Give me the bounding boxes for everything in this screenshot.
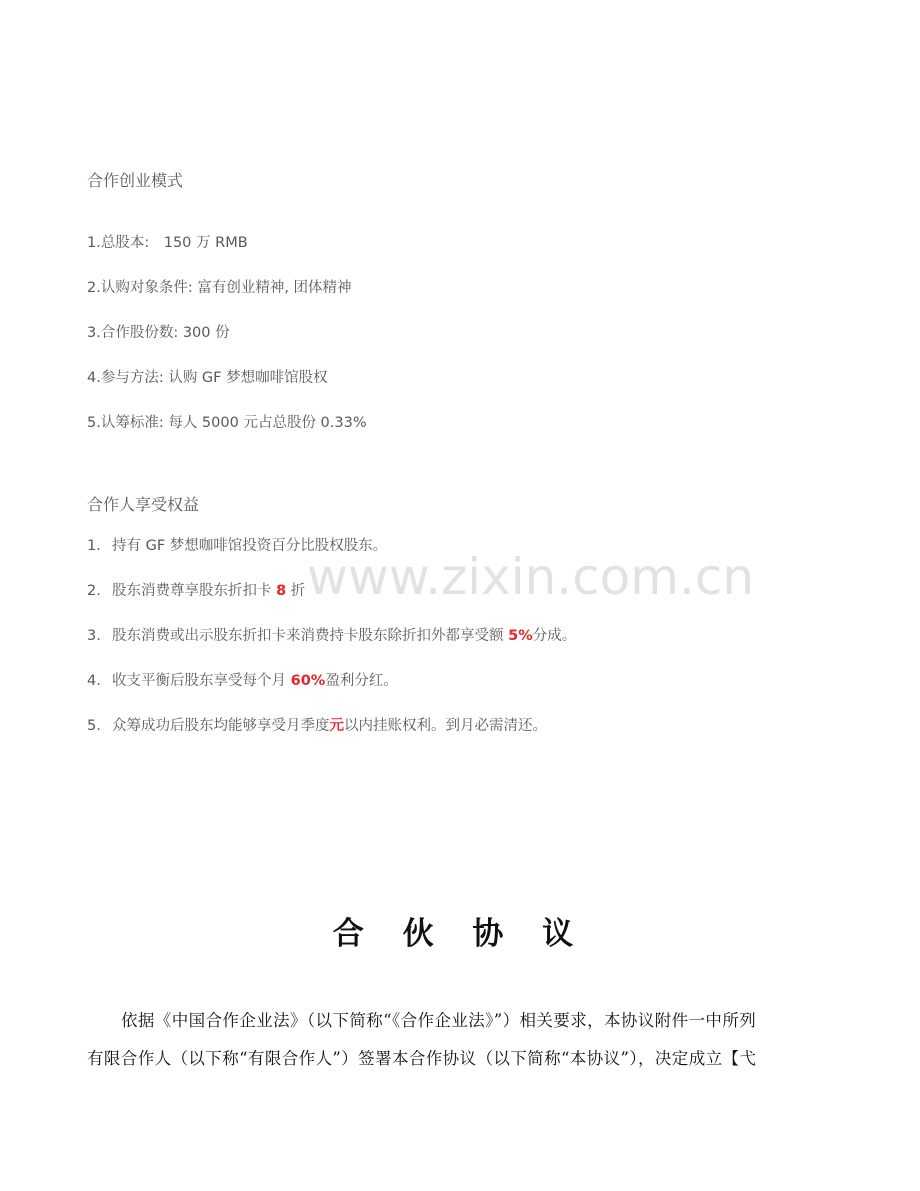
item-text-after: 以内挂账权利。到月必需清还。 — [344, 718, 547, 734]
item-highlight: 60% — [290, 673, 326, 689]
agreement-paragraph-line: 依据《中国合作企业法》（以下简称“《合作企业法》”）相关要求，本协议附件一中所列 — [121, 1011, 757, 1030]
item-number: 2. — [87, 583, 101, 599]
numbered-list-item — [87, 714, 547, 735]
item-text-after: 盈利分红。 — [325, 673, 398, 689]
item-text: 股东消费尊享股东折扣卡 — [112, 583, 277, 599]
item-text: 持有 GF 梦想咖啡馆投资百分比股权股东。 — [112, 538, 388, 554]
item-text: 众筹成功后股东均能够享受月季度 — [112, 718, 330, 734]
numbered-list-item — [87, 534, 387, 555]
item-number: 4. — [87, 673, 101, 689]
list-item: 5.认筹标准: 每人 5000 元占总股份 0.33% — [87, 415, 367, 431]
section-heading-model: 合作创业模式 — [87, 171, 184, 190]
section-heading-rights: 合作人享受权益 — [87, 495, 200, 514]
agreement-title: 合 伙 协 议 — [332, 916, 588, 952]
item-text-after: 分成。 — [532, 628, 577, 644]
list-item: 3.合作股份数: 300 份 — [87, 325, 230, 341]
list-item: 2.认购对象条件: 富有创业精神, 团体精神 — [87, 280, 352, 296]
item-highlight: 8 — [276, 583, 287, 599]
agreement-paragraph-line: 有限合作人（以下称“有限合作人”）签署本合作协议（以下简称“本协议”），决定成立【弋 — [87, 1049, 757, 1068]
numbered-list-item — [87, 669, 398, 690]
item-number: 3. — [87, 628, 101, 644]
numbered-list-item — [87, 579, 305, 600]
item-highlight: 元 — [329, 718, 344, 734]
item-text: 收支平衡后股东享受每个月 — [112, 673, 291, 689]
item-text: 股东消费或出示股东折扣卡来消费持卡股东除折扣外都享受额 — [112, 628, 509, 644]
item-number: 5. — [87, 718, 101, 734]
item-text-after: 折 — [286, 583, 306, 599]
item-number: 1. — [87, 538, 101, 554]
numbered-list-item — [87, 624, 576, 645]
list-item: 4.参与方法: 认购 GF 梦想咖啡馆股权 — [87, 370, 328, 386]
list-item: 1.总股本: 150 万 RMB — [87, 235, 248, 251]
item-highlight: 5% — [508, 628, 533, 644]
watermark: www.zixin.com.cn — [307, 548, 755, 606]
